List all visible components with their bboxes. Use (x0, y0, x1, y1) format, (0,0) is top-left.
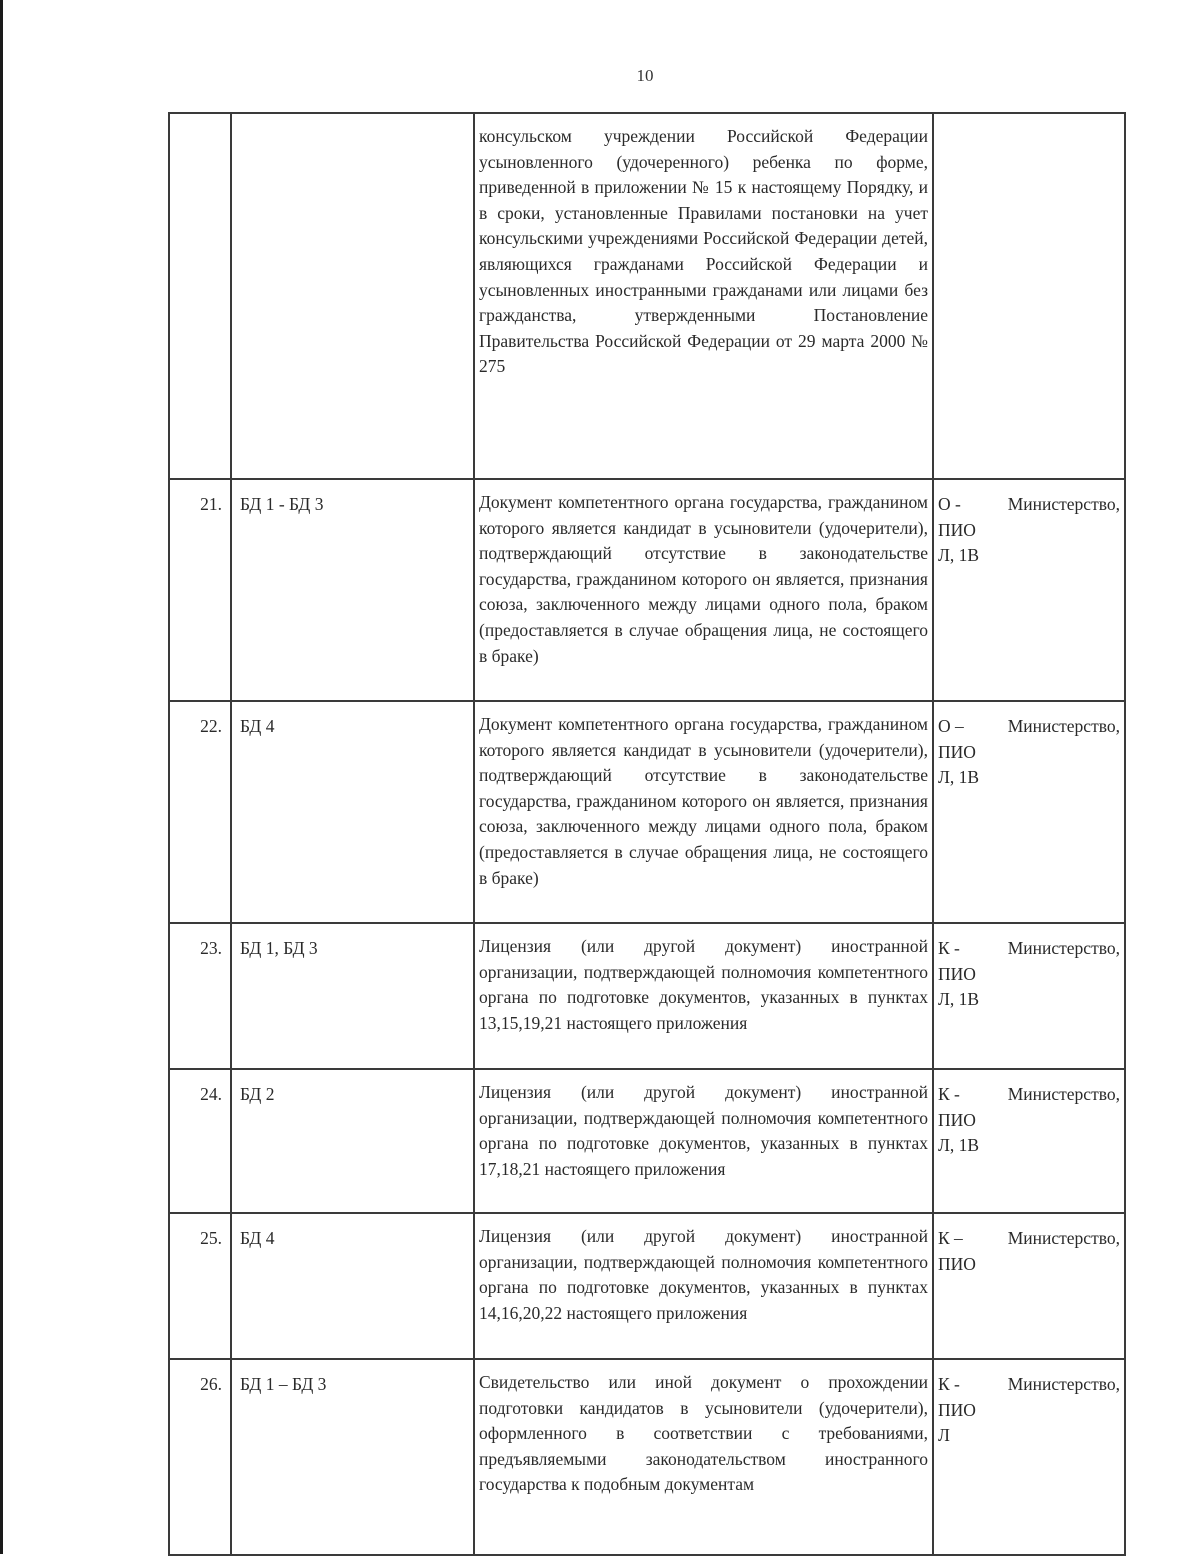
table-row (169, 113, 1125, 479)
row-description: Документ компетентного органа государства, гражданином которого является кандидат в усыновители (удочерители), подтверждающий отсутствие в законодательстве государства, гражданином которого он является, признания союза, заключенного между лицами одного пола, браком (предоставляется в случае обращения лица, не состоящего в браке) (474, 479, 933, 701)
responsible-org: Министерство, (1007, 1374, 1120, 1394)
row-responsible (933, 923, 1125, 1069)
responsible-line-3: Л (938, 1425, 950, 1446)
responsible-line-1 (938, 492, 1120, 518)
row-responsible (933, 479, 1125, 701)
row-responsible (933, 1069, 1125, 1213)
row-number: 24. (169, 1069, 231, 1213)
row-number: 25. (169, 1213, 231, 1359)
row-code (231, 113, 474, 479)
table-row (169, 1359, 1125, 1555)
table-row (169, 1069, 1125, 1213)
responsible-line-2: ПИО (938, 1253, 976, 1274)
row-code: БД 4 (231, 1213, 474, 1359)
row-description: консульском учреждении Российской Федерации усыновленного (удочеренного) ребенка по форме, приведенной в приложении № 15 к настоящему Порядку, и в сроки, установленные Правилами постановки на учет консульскими учреждениями Российской Федерации детей, являющихся гражданами Российской Федерации и усыновленных иностранными гражданами или лицами без гражданства, утвержденными Постановление Правительства Российской Федерации от 29 марта 2000 № 275 (474, 113, 933, 479)
row-description: Свидетельство или иной документ о прохождении подготовки кандидатов в усыновители (удочерители), оформленного в соответствии с требованиями, предъявляемыми законодательством иностранного государства к подобным документам (474, 1359, 933, 1555)
table-row (169, 923, 1125, 1069)
row-number: 22. (169, 701, 231, 923)
row-number: 26. (169, 1359, 231, 1555)
row-number: 23. (169, 923, 231, 1069)
row-description: Лицензия (или другой документ) иностранной организации, подтверждающей полномочия компетентного органа по подготовке документов, указанных в пунктах 17,18,21 настоящего приложения (474, 1069, 933, 1213)
responsible-org: Министерство, (1007, 494, 1120, 514)
row-number: 21. (169, 479, 231, 701)
responsible-code: К - (938, 938, 960, 958)
responsible-code: О – (938, 716, 964, 736)
responsible-line-3: Л, 1В (938, 1135, 980, 1156)
responsible-line-1 (938, 1372, 1120, 1398)
row-responsible (933, 701, 1125, 923)
row-code: БД 1, БД 3 (231, 923, 474, 1069)
responsible-line-1 (938, 936, 1120, 962)
responsible-org: Министерство, (1007, 716, 1120, 736)
responsible-org: Министерство, (1007, 1084, 1120, 1104)
row-description: Лицензия (или другой документ) иностранной организации, подтверждающей полномочия компетентного органа по подготовке документов, указанных в пунктах 14,16,20,22 настоящего приложения (474, 1213, 933, 1359)
row-code: БД 2 (231, 1069, 474, 1213)
responsible-line-3: Л, 1В (938, 767, 980, 788)
responsible-code: К - (938, 1374, 960, 1394)
table-row (169, 479, 1125, 701)
row-code: БД 4 (231, 701, 474, 923)
responsible-line-1 (938, 1082, 1120, 1108)
responsible-code: О - (938, 494, 961, 514)
row-code: БД 1 – БД 3 (231, 1359, 474, 1555)
page-number: 10 (636, 66, 654, 85)
document-table (168, 112, 1126, 1556)
responsible-line-1 (938, 714, 1120, 740)
row-description: Документ компетентного органа государства, гражданином которого является кандидат в усыновители (удочерители), подтверждающий отсутствие в законодательстве государства, гражданином которого он является, признания союза, заключенного между лицами одного пола, браком (предоставляется в случае обращения лица, не состоящего в браке) (474, 701, 933, 923)
responsible-line-3: Л, 1В (938, 545, 980, 566)
scan-edge (0, 0, 3, 1554)
responsible-code: К - (938, 1084, 960, 1104)
responsible-org: Министерство, (1007, 938, 1120, 958)
responsible-org: Министерство, (1007, 1228, 1120, 1248)
row-description: Лицензия (или другой документ) иностранной организации, подтверждающей полномочия компетентного органа по подготовке документов, указанных в пунктах 13,15,19,21 настоящего приложения (474, 923, 933, 1069)
row-responsible (933, 113, 1125, 479)
responsible-line-2: ПИО (938, 963, 976, 984)
responsible-line-1 (938, 1226, 1120, 1252)
table-row (169, 701, 1125, 923)
table-row (169, 1213, 1125, 1359)
responsible-line-2: ПИО (938, 1399, 976, 1420)
row-number (169, 113, 231, 479)
row-code: БД 1 - БД 3 (231, 479, 474, 701)
row-responsible (933, 1213, 1125, 1359)
responsible-code: К – (938, 1228, 963, 1248)
responsible-line-2: ПИО (938, 741, 976, 762)
responsible-line-2: ПИО (938, 519, 976, 540)
row-responsible (933, 1359, 1125, 1555)
responsible-line-3: Л, 1В (938, 989, 980, 1010)
responsible-line-2: ПИО (938, 1109, 976, 1130)
